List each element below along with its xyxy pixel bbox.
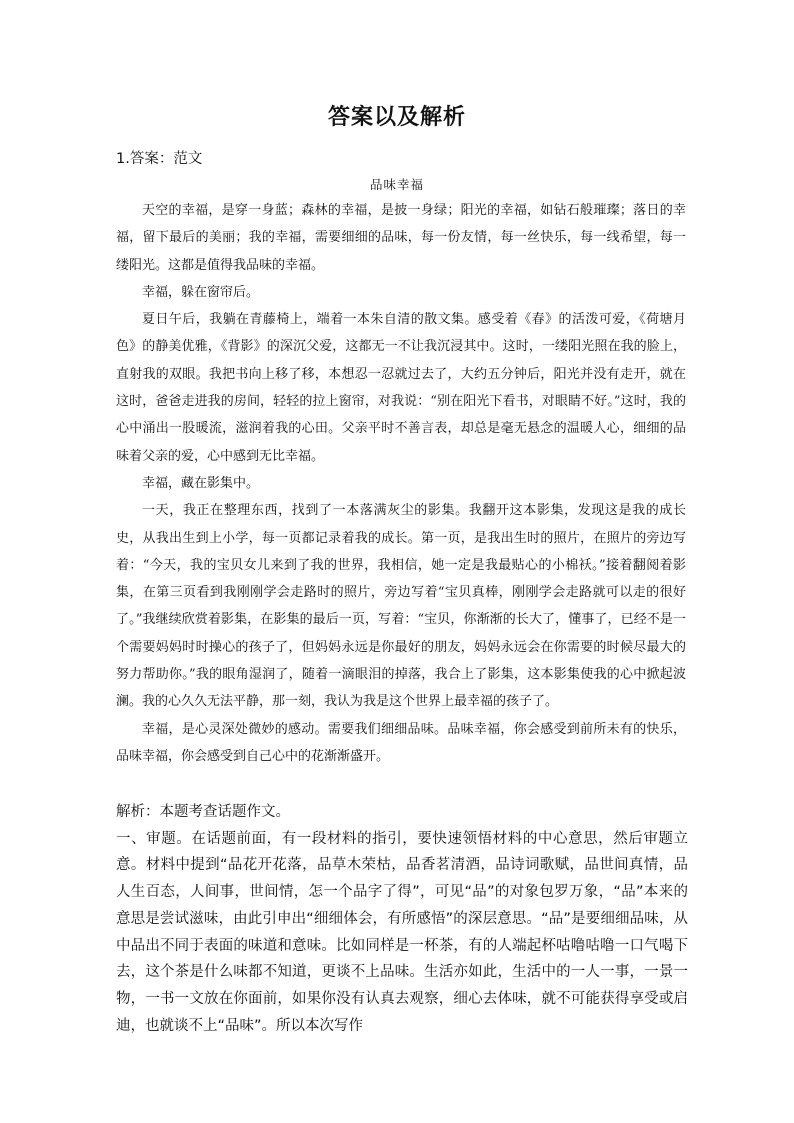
essay-paragraph: 夏日午后，我躺在青藤椅上，端着一本朱自清的散文集。感受着《春》的活泼可爱，《荷塘月色》的静美优雅，《背影》的深沉父爱，这都无一不让我沉浸其中。这时，一缕阳光照在我的脸上，直射我的双眼。我把书向上移了移，本想忍一忍就过去了，大约五分钟后，阳光并没有走开，就在这时，爸爸走进我的房间，轻轻的拉上窗帘，对我说：“别在阳光下看书，对眼睛不好。”这时，我的心中涌出一股暖流，滋润着我的心田。父亲平时不善言表，却总是毫无悬念的温暖人心，细细的品味着父亲的爱，心中感到无比幸福。 — [116, 312, 686, 464]
essay-paragraph: 幸福，躲在窗帘后。 — [142, 284, 260, 300]
analysis-text: 一、审题。在话题前面，有一段材料的指引，要快速领悟材料的中心意思，然后审题立意。材料中提到“品花开花落，品草木荣枯，品香茗清酒，品诗词歌赋，品世间真情，品人生百态，人间事，世间情，怎一个品字了得”，可见“品”的对象包罗万象，“品”本来的意思是尝试滋味，由此引申出“细细体会，有所感悟”的深层意思。“品”是要细细品味，从中品出不同于表面的味道和意味。比如同样是一杯茶，有的人端起杯咕噜咕噜一口气喝下去，这个茶是什么味都不知道，更谈不上品味。生活亦如此，生活中的一人一事，一景一物，一书一文放在你面前，如果你没有认真去观察，细心去体味，就不可能获得享受或启迪，也就谈不上“品味”。所以本次写作 — [116, 830, 688, 1034]
essay-paragraph: 幸福，藏在影集中。 — [142, 475, 260, 491]
analysis-section — [116, 799, 688, 1039]
page-title: 答案以及解析 — [327, 105, 466, 130]
analysis-label: 解析：本题考查话题作文。 — [116, 804, 290, 820]
answer-heading: 1.答案：范文 — [116, 151, 203, 167]
essay-body — [116, 197, 686, 770]
essay-paragraph: 一天，我正在整理东西，找到了一本落满灰尘的影集。我翻开这本影集，发现这是我的成长史，从我出生到上小学，每一页都记录着我的成长。第一页，是我出生时的照片，在照片的旁边写着：“今天，我的宝贝女儿来到了我的世界，我相信，她一定是我最贴心的小棉袄。”接着翻阅着影集，在第三页看到我刚刚学会走路时的照片，旁边写着“宝贝真棒，刚刚学会走路就可以走的很好了。”我继续欣赏着影集，在影集的最后一页，写着：“宝贝，你渐渐的长大了，懂事了，已经不是一个需要妈妈时时操心的孩子了，但妈妈永远是你最好的朋友，妈妈永远会在你需要的时候尽最大的努力帮助你。”我的眼角湿润了，随着一滴眼泪的掉落，我合上了影集，这本影集使我的心中掀起波澜。我的心久久无法平静，那一刻，我认为我是这个世界上最幸福的孩子了。 — [116, 503, 686, 710]
essay-paragraph: 幸福，是心灵深处微妙的感动。需要我们细细品味。品味幸福，你会感受到前所未有的快乐，品味幸福，你会感受到自己心中的花渐渐盛开。 — [116, 721, 686, 764]
essay-paragraph: 天空的幸福，是穿一身蓝；森林的幸福，是披一身绿；阳光的幸福，如钻石般璀璨；落日的幸福，留下最后的美丽；我的幸福，需要细细的品味，每一份友情，每一丝快乐，每一线希望，每一缕阳光。这都是值得我品味的幸福。 — [116, 203, 686, 273]
essay-title: 品味幸福 — [369, 177, 424, 192]
